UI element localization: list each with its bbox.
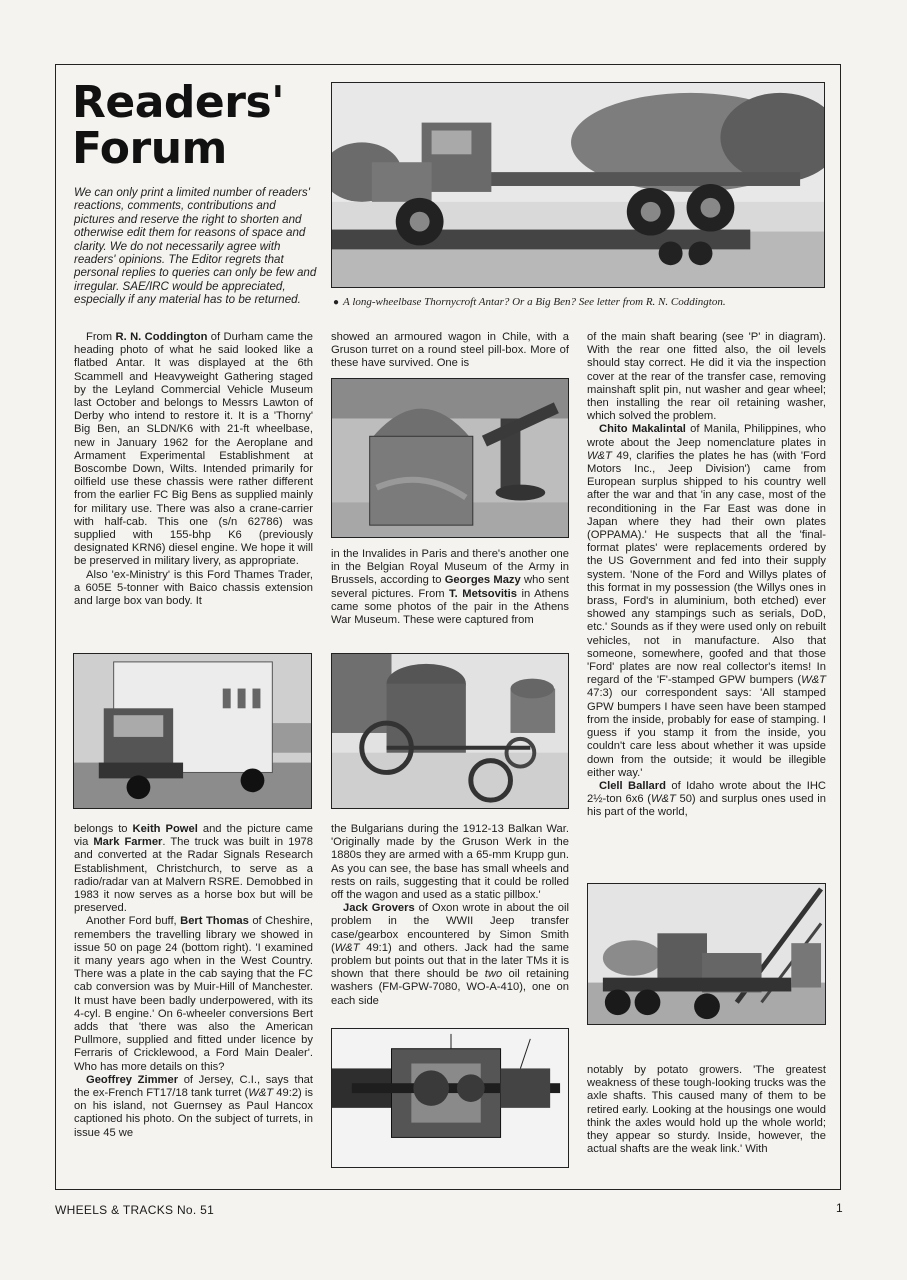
photo-thornycroft-truck xyxy=(331,82,825,288)
editorial-intro: We can only print a limited number of readers' reactions, comments, contributions and pictures and reserve the right to shorten and otherwise edit them for reasons of space and clarity. We do not necessarily agree with readers' opinions. The Editor regrets that personal replies to queries can only be few and irregular. SAE/IRC would be appreciated, especially if any material has to be returned. xyxy=(74,186,317,307)
title-line-2: Forum xyxy=(72,123,227,174)
paragraph: showed an armoured wagon in Chile, with a Gruson turret on a round steel pill-box. More of these have survived. One is xyxy=(331,331,569,370)
paragraph: Jack Grovers of Oxon wrote in about the oil problem in the WWII Jeep transfer case/gearbox encountered by Simon Smith (W&T 49:1) and others. Jack had the same problem but points out that in the later TMs it is shown that there should be two oil retaining washers (FM-GPW-7080, WO-A-410), one on each side xyxy=(331,902,570,1007)
title-line-1: Readers' xyxy=(72,77,285,128)
paragraph: Chito Makalintal of Manila, Philippines, who wrote about the Jeep nomenclature plates in W&T 49, clarifies the plates he has (with 'Ford Motors Inc., Jeep Division') came from European surplus shipped to his country well after the war and that 'in any case, most of the reconditioning in the Far East was done in Japan where they had their own plates (OPPAMA).' He suspects that all the 'final-format plates' were replacements ordered by the US Government and fed into their supply system. 'None of the Ford and Willys plates of this format in my possession (the Willys ones in brass, Ford's in aluminium, both etched) ever showed any stampings such as serials, DoD, etc.' Sounds as if they were used only on rebuilt vehicles, not in manufacture. Also that someone, somewhere, goofed and that those 'Ford' plates are now real collector's items! In regard of the 'F'-stamped GPW bumpers (W&T 47:3) our correspondent says: 'All stamped GPW bumpers I have seen have been stamped from the inside, probably for ease of stamping. I guess if you stamp it from the inside, you couldn't care less about whether it was upside down from the outside; it would be illegible either way.' xyxy=(587,423,827,779)
paragraph: Another Ford buff, Bert Thomas of Cheshire, remembers the travelling library we showed in issue 50 on page 24 (bottom right). 'I examined it many years ago when in the West Country. There was a plate in the cab saying that the FC cab conversion was by Muir-Hill of Manchester. It must have been badly underpowered, with its 4-cyl. B engine.' On 6-wheeler conversions Bert adds that 'there was also the American Pullmore, supplied and fitted under licence by Ferraris of Cricklewood, a Ford Main Dealer'. Who has more details on this? xyxy=(74,915,313,1073)
column-2-top xyxy=(331,331,569,371)
footer-magazine-issue: WHEELS & TRACKS No. 51 xyxy=(55,1203,215,1217)
column-3-bottom xyxy=(587,1064,826,1156)
column-3-top xyxy=(587,331,826,820)
caption-bullet-icon: ● xyxy=(333,297,340,308)
paragraph: the Bulgarians during the 1912-13 Balkan War. 'Originally made by the Gruson Werk in the 1880s they are armed with a 65-mm Krupp gun. As you can see, the base has small wheels and rests on rails, suggesting that it could be rolled off the wagon and used as a static pillbox.' xyxy=(331,823,569,902)
paragraph: Clell Ballard of Idaho wrote about the IHC 2½-ton 6x6 (W&T 50) and surplus ones used in his part of the world, xyxy=(587,779,826,819)
column-2-middle xyxy=(331,548,569,627)
paragraph: notably by potato growers. 'The greatest weakness of these tough-looking trucks was the axle shafts. This caused many of them to be retired early. Looking at the housings one would think the axles would hold up the whole world; they appear so sturdy. Inside, however, the actual shafts are the weak link.' With xyxy=(587,1064,826,1156)
paragraph: in the Invalides in Paris and there's another one in the Belgian Royal Museum of the Army in Brussels, according to Georges Mazy who sent several pictures. From T. Metsovitis in Athens came some photos of the pair in the Athens War Museum. These were captured from xyxy=(331,548,570,627)
paragraph: of the main shaft bearing (see 'P' in diagram). With the rear one fitted also, the oil levels should stay correct. He did it via the inspection cover at the rear of the transfer case, removing mainshaft split pin, nut washer and gear wheel; then installing the rear oil retaining washer, which solved the problem. xyxy=(587,331,826,423)
footer-page-number: 1 xyxy=(836,1201,843,1215)
paragraph: belongs to Keith Powel and the picture came via Mark Farmer. The truck was built in 1978 and converted at the Radar Signals Research Establishment, Christchurch, to serve as a radio/radar van at Malvern RSRE. Demobbed in 1983 it now serves as a horse box but will be preserved. xyxy=(74,823,314,915)
page-title xyxy=(72,77,322,174)
column-2-bottom xyxy=(331,823,569,1008)
photo-ihc-6x6-truck xyxy=(587,883,826,1025)
photo-gruson-turret-invalides xyxy=(331,378,569,538)
column-1-top xyxy=(74,331,313,608)
paragraph: From R. N. Coddington of Durham came the heading photo of what he said looked like a flatbed Antar. It was displayed at the 6th Scammell and Heavyweight Gathering staged by the Leyland Commercial Vehicle Museum last October and belongs to Messrs Lawton of Derby who intend to restore it. It is a 'Thorny' Big Ben, an SLDN/K6 with 21-ft wheelbase, new in January 1962 for the Aeroplane and Armament Experimental Establishment at Boscombe Down, Wilts. Intended primarily for oilfield use these chassis were rather different from the earlier FC Big Bens as supplied mainly for military use. There was also a crane-carrier with half-cab. This one (s/n 62786) was supplied with 155-bhp K6 (previously designated KRN6) diesel engine. We hope it will be preserved in military livery, as appropriate. xyxy=(74,331,313,568)
paragraph: Geoffrey Zimmer of Jersey, C.I., says that the ex-French FT17/18 tank turret (W&T 49:2) is on his island, not Guernsey as Paul Hancox captioned his photo. On the subject of turrets, in issue 45 we xyxy=(74,1073,314,1139)
column-1-bottom xyxy=(74,823,313,1140)
photo-ford-thames-trader xyxy=(73,653,312,809)
photo-jeep-transfer-case-diagram xyxy=(331,1028,569,1168)
photo-gruson-turrets-athens xyxy=(331,653,569,809)
header-photo-caption: ● A long-wheelbase Thornycroft Antar? Or a Big Ben? See letter from R. N. Coddington. xyxy=(333,296,726,308)
paragraph: Also 'ex-Ministry' is this Ford Thames Trader, a 605E 5-tonner with Baico chassis extension and large box van body. It xyxy=(74,568,313,608)
